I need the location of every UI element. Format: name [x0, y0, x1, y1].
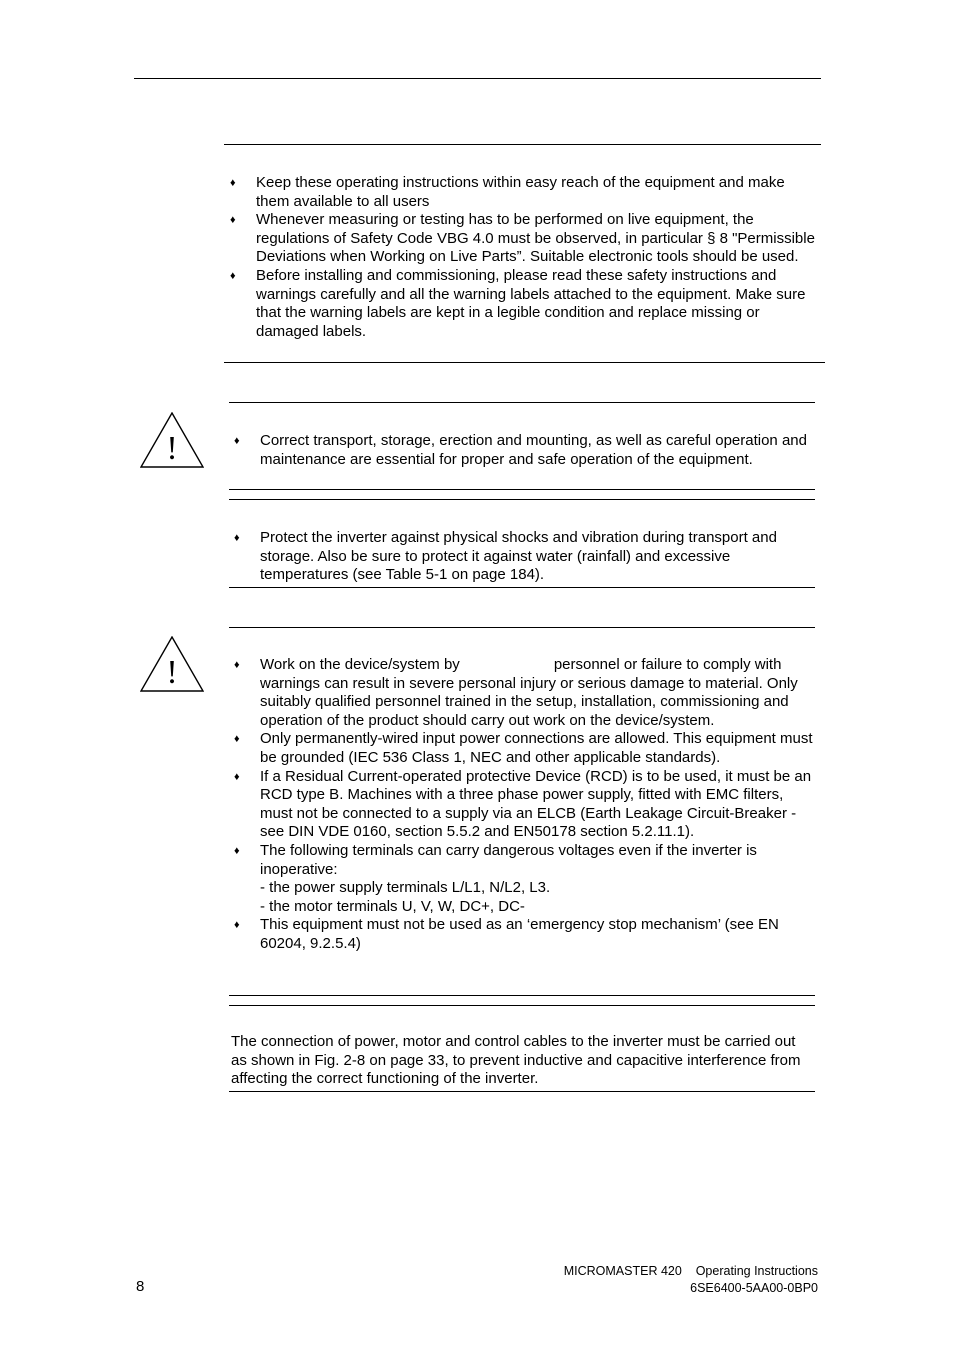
install-warning-bottom-rule	[229, 995, 815, 996]
bullet-icon: ♦	[234, 659, 240, 671]
connection-note: The connection of power, motor and control cables to the inverter must be carried out as shown in Fig. 2-8 on page 33, to prevent inductive and capacitive interference from affecting the correct functioning of the inverter.	[231, 1033, 801, 1088]
svg-text:!: !	[166, 654, 178, 691]
footer-product: MICROMASTER 420 Operating Instructions	[563, 1264, 818, 1278]
general-section-bottom-rule	[224, 362, 825, 363]
item-text-before: Work on the device/system by	[260, 656, 460, 673]
note-top-rule	[229, 1005, 815, 1006]
transport-caution-bottom-rule	[229, 587, 815, 588]
bullet-icon: ♦	[234, 770, 240, 783]
item-text: Correct transport, storage, erection and mounting, as well as careful operation and maintenance are essential for proper and safe operation of the equipment.	[260, 432, 807, 468]
svg-text:!: !	[166, 430, 178, 467]
bullet-icon: ♦	[230, 214, 236, 227]
transport-caution-top-rule	[229, 499, 815, 500]
transport-warning-items	[231, 432, 815, 469]
bullet-icon: ♦	[234, 435, 240, 447]
general-items	[227, 174, 821, 341]
bullet-icon: ♦	[234, 532, 240, 544]
item-text: Protect the inverter against physical shocks and vibration during transport and storage. Also be sure to protect it against water (rainfall) and excessive temperatures (see Table 5-1 on page 184).	[260, 529, 777, 584]
list-item	[231, 842, 815, 916]
item-text: If a Residual Current-operated protective Device (RCD) is to be used, it must be an RCD type B. Machines with a three phase power supply, fitted with EMC filters, must not be connected to a supply via an ELCB (Earth Leakage Circuit-Breaker - see DIN VDE 0160, section 5.5.2 and EN50178 section 5.2.11.1).	[260, 767, 812, 841]
item-subline: - the power supply terminals L/L1, N/L2, L3.	[260, 879, 551, 897]
item-text: Before installing and commissioning, please read these safety instructions and warnings carefully and all the warning labels attached to the equipment. Make sure that the warning labels are kept in a legible condition and replace missing or damaged labels.	[256, 266, 806, 340]
list-item	[231, 768, 815, 842]
header-rule	[134, 78, 821, 79]
item-text: The following terminals can carry dangerous voltages even if the inverter is inoperative:	[260, 841, 757, 878]
list-item	[231, 432, 815, 469]
note-bottom-rule	[229, 1091, 815, 1092]
install-warning-top-rule	[229, 627, 815, 628]
bullet-icon: ♦	[234, 919, 240, 932]
bullet-icon: ♦	[230, 177, 236, 189]
item-text: Whenever measuring or testing has to be performed on live equipment, the regulations of Safety Code VBG 4.0 must be observed, in particular § 8 "Permissible Deviations when Working on Live Parts”. Suitable electronic tools should be used.	[256, 211, 815, 266]
list-item	[227, 174, 821, 211]
transport-warning-top-rule	[229, 402, 815, 403]
item-text: This equipment must not be used as an ‘emergency stop mechanism’ (see EN 60204, 9.2.5.4)	[260, 916, 779, 952]
warning-triangle-icon	[140, 636, 204, 692]
footer-order-number: 6SE6400-5AA00-0BP0	[690, 1281, 818, 1295]
list-item	[227, 211, 821, 267]
warning-triangle-icon	[140, 412, 204, 468]
list-item	[231, 730, 815, 767]
list-item	[231, 529, 815, 585]
list-item	[231, 656, 815, 730]
item-subline: - the motor terminals U, V, W, DC+, DC-	[260, 897, 525, 915]
general-section-top-rule	[224, 144, 821, 145]
bullet-icon: ♦	[234, 844, 240, 857]
list-item	[231, 916, 815, 953]
item-text: Keep these operating instructions within easy reach of the equipment and make them available to all users	[256, 174, 785, 210]
list-item	[227, 267, 821, 341]
bullet-icon: ♦	[234, 733, 240, 746]
transport-warning-bottom-rule	[229, 489, 815, 490]
install-warning-items	[231, 656, 815, 954]
item-text-after: personnel or failure to comply with warnings can result in severe personal injury or serious damage to material. Only suitably qualified personnel trained in the setup, installation, commissioning and operation of the product should carry out work on the device/system.	[260, 656, 798, 729]
page-number: 8	[136, 1278, 145, 1295]
bullet-icon: ♦	[230, 269, 236, 282]
transport-caution-items	[231, 529, 815, 585]
item-text: Only permanently-wired input power connections are allowed. This equipment must be grounded (IEC 536 Class 1, NEC and other applicable standards).	[260, 730, 813, 766]
